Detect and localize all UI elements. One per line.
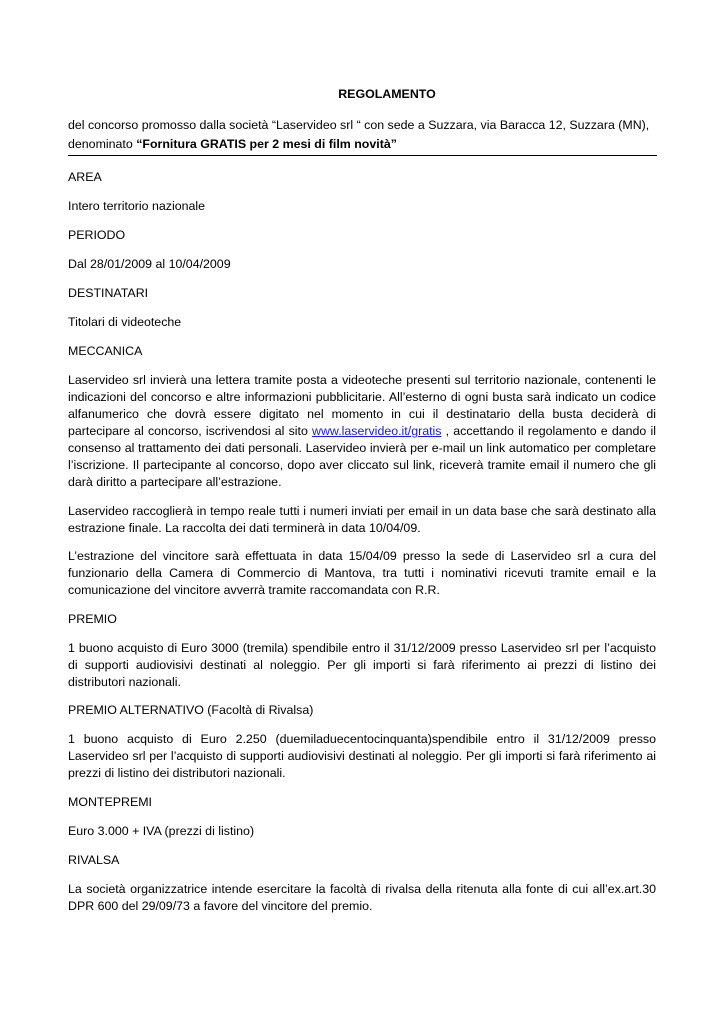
periodo-text: Dal 28/01/2009 al 10/04/2009	[68, 257, 231, 271]
intro-paragraph	[68, 116, 658, 154]
premio-text: 1 buono acquisto di Euro 3000 (tremila) spendibile entro il 31/12/2009 presso Laservideo srl per l’acquisto di supporti audiovisivi destinati al noleggio. Per gli importi si farà riferimento ai prezzi di listino dei distributori nazionali.	[68, 640, 656, 689]
meccanica-heading: MECCANICA	[68, 344, 143, 358]
intro-line-2-prefix: denominato	[68, 137, 137, 151]
destinatari-text: Titolari di videoteche	[68, 315, 182, 329]
destinatari-heading: DESTINATARI	[68, 286, 149, 300]
intro-line-1: del concorso promosso dalla società “Laservideo srl “ con sede a Suzzara, via Baracca 12, Suzzara (MN),	[68, 118, 650, 132]
header-divider	[68, 155, 657, 156]
contest-website-link[interactable]: www.laservideo.it/gratis	[312, 424, 442, 438]
meccanica-paragraph-3: L’estrazione del vincitore sarà effettuata in data 15/04/09 presso la sede di Laservideo srl a cura del funzionario della Camera di Commercio di Mantova, tra tutti i nominativi ricevuti tramite email e la comunicazione del vincitore avverrà tramite raccomandata con R.R.	[68, 549, 656, 597]
periodo-heading: PERIODO	[68, 228, 126, 242]
rivalsa-text: La società organizzatrice intende esercitare la facoltà di rivalsa della ritenuta alla fonte di cui all’ex.art.30 DPR 600 del 29/09/73 a favore del vincitore del premio.	[68, 881, 656, 913]
area-text: Intero territorio nazionale	[68, 199, 206, 213]
premio-heading: PREMIO	[68, 611, 117, 626]
meccanica-paragraph-2: Laservideo raccoglierà in tempo reale tutti i numeri inviati per email in un data base che sarà destinato alla estrazione finale. La raccolta dei dati terminerà in data 10/04/09.	[68, 503, 656, 535]
premio-alternativo-heading: PREMIO ALTERNATIVO (Facoltà di Rivalsa)	[68, 703, 314, 717]
montepremi-text: Euro 3.000 + IVA (prezzi di listino)	[68, 823, 255, 838]
rivalsa-heading: RIVALSA	[68, 852, 120, 867]
premio-alternativo-text: 1 buono acquisto di Euro 2.250 (duemiladuecentocinquanta)spendibile entro il 31/12/2009 presso Laservideo srl per l’acquisto di supporti audiovisivi destinati al noleggio. Per gli importi si farà riferimento ai prezzi di listino dei distributori nazionali.	[68, 732, 656, 780]
meccanica-text-after-link: , accettando il regolamento e dando il consenso al trattamento dei dati personali. Laservideo invierà per e-mail un link automatico per completare l’iscrizione. Il partecipante al concorso, dopo aver cliccato sul link, riceverà tramite email il numero che gli darà diritto a partecipare all’estrazione.	[68, 424, 656, 489]
montepremi-heading: MONTEPREMI	[68, 794, 152, 809]
area-heading: AREA	[68, 170, 102, 184]
document-title: REGOLAMENTO	[338, 87, 436, 101]
intro-line-2	[68, 135, 658, 154]
meccanica-paragraph-1	[68, 372, 656, 491]
document-body	[68, 169, 656, 926]
meccanica-text-before-link: Laservideo srl invierà una lettera tramite posta a videoteche presenti sul territorio nazionale, contenenti le indicazioni del concorso e altre informazioni pubblicitarie. All’esterno di ogni busta sarà indicato un codice alfanumerico che dovrà essere digitato nel momento in cui il destinatario della busta deciderà di partecipare al concorso, iscrivendosi al sito	[68, 373, 656, 438]
contest-name: “Fornitura GRATIS per 2 mesi di film novità”	[136, 137, 397, 151]
